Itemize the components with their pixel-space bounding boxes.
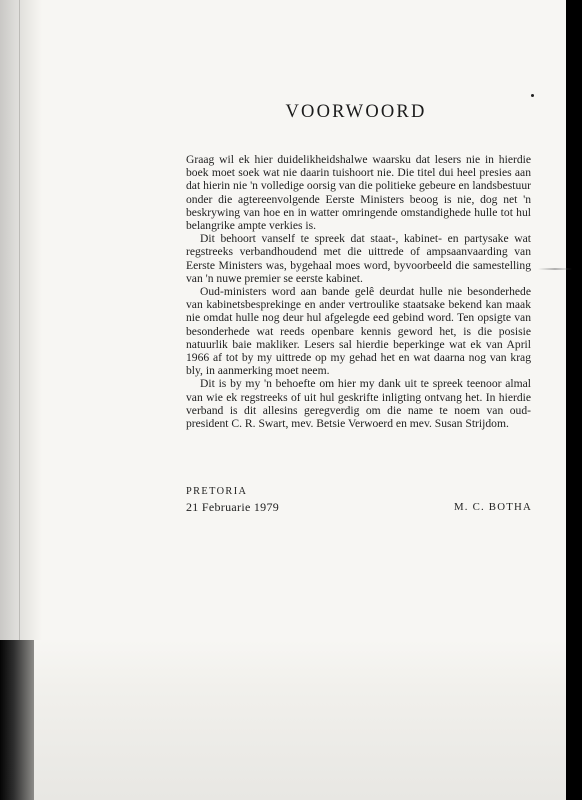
ink-speck [531,94,534,97]
paragraph-4: Dit is by my 'n behoefte om hier my dank uit te spreek teenoor almal van wie ek regstreeks of uit hul geskrifte inligting ontvang het. In hierdie verband is dit allesins geregverdig om die name te noem van oud-president C. R. Swart, mev. Betsie Verwoerd en mev. Susan Strijdom. [186,377,531,431]
place-line: PRETORIA [186,486,248,497]
date-line: 21 Februarie 1979 [186,500,280,514]
scan-edge-shadow [0,640,34,800]
foreword-body [186,153,531,430]
page-shadow [0,640,566,800]
paragraph-1: Graag wil ek hier duidelikheidshalwe waarsku dat lesers nie in hierdie boek moet soek wat nie daarin tuishoort nie. Die titel dui heel presies aan dat hierin nie 'n volledige oorsig van die politieke gebeure en landsbestuur onder die agtereenvolgende Eerste Ministers beoog is nie, dog net 'n beskrywing van hoe en in watter omringende omstandighede hulle tot hul belangrike ampte verkies is. [186,153,531,233]
paragraph-3: Oud-ministers word aan bande gelê deurdat hulle nie besonderhede van kabinetsbesprekinge en ander vertroulike staatsake bekend kan maak nie omdat hulle nog deur hul afgelegde eed gebind word. Ten opsigte van besonderhede wat reeds openbare kennis geword het, is die posisie natuurlik baie makliker. Lesers sal hierdie beperkinge wat ek van April 1966 af tot by my uittrede op my gehad het en wat daarna nog van krag bly, in aanmerking moet neem. [186,285,531,378]
paragraph-2: Dit behoort vanself te spreek dat staat-, kabinet- en partysake wat regstreeks verbandhoudend met die uittrede of ampsaanvaarding van Eerste Ministers was, bygehaal moes word, byvoorbeeld die samestelling van 'n nuwe premier se eerste kabinet. [186,232,531,285]
author-signature: M. C. BOTHA [454,501,532,513]
page-title: VOORWOORD [285,102,427,122]
page-gutter [0,0,42,660]
gutter-fold-line [19,0,20,660]
smudge-mark [538,268,572,270]
